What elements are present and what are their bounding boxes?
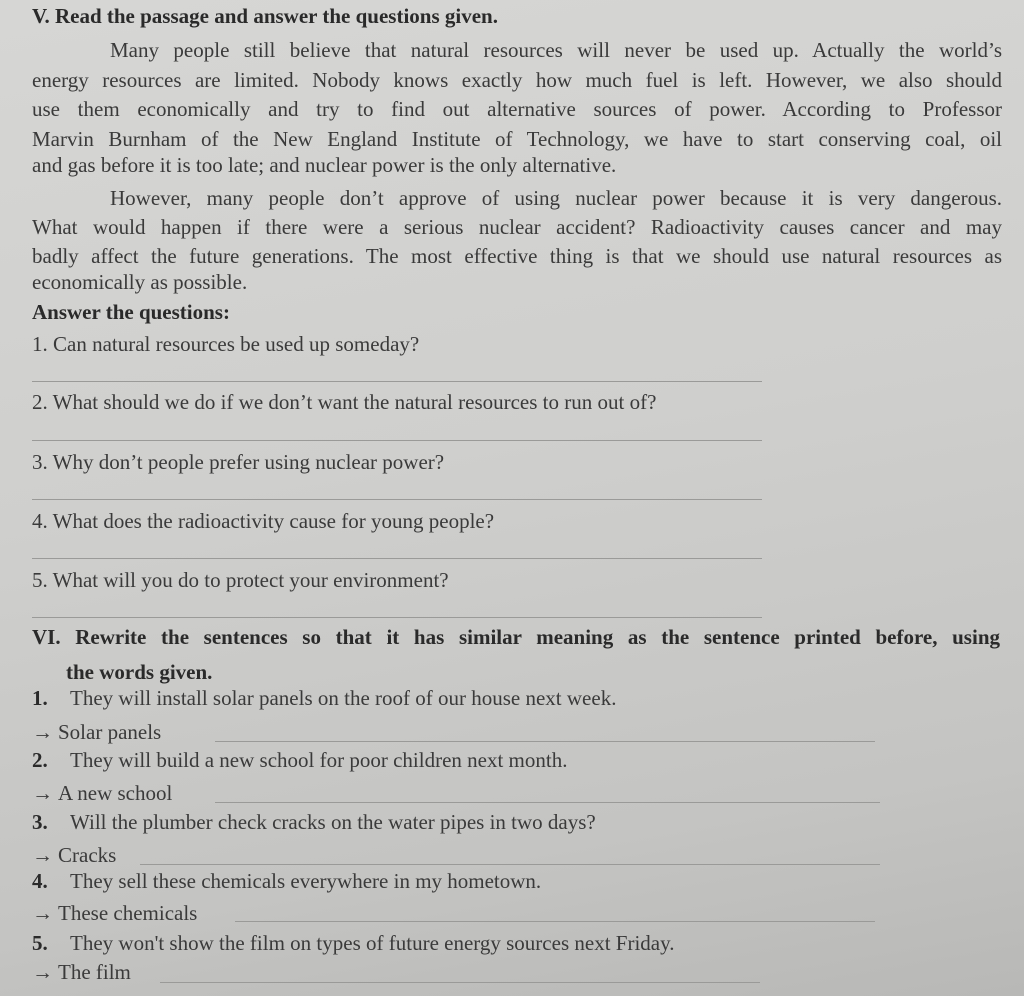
item-sentence: Will the plumber check cracks on the water pipes in two days? [70,810,596,834]
answer-line-2[interactable] [32,440,762,441]
answer-starter: These chemicals [58,901,198,925]
question-2: 2. What should we do if we don’t want the natural resources to run out of? [32,390,657,414]
rewrite-item-2 [32,750,567,771]
rewrite-item-3 [32,812,596,833]
answer-line-3[interactable] [32,499,762,500]
rewrite-line-3[interactable] [140,864,880,865]
answer-line-5[interactable] [32,617,762,618]
passage-line: Many people still believe that natural resources will never be used up. Actually the world’s [110,38,1002,62]
item-sentence: They will install solar panels on the roof of our house next week. [70,686,617,710]
item-number: 5. [32,931,48,955]
rewrite-answer-1 [32,722,161,743]
question-5: 5. What will you do to protect your environment? [32,568,449,592]
arrow-icon: → [32,960,53,984]
passage-line: and gas before it is too late; and nuclear power is the only alternative. [32,153,617,177]
question-1: 1. Can natural resources be used up someday? [32,332,420,356]
section-5-heading: V. Read the passage and answer the questions given. [32,4,498,28]
answer-line-4[interactable] [32,558,762,559]
item-number: 3. [32,810,48,834]
answer-starter: The film [58,960,131,984]
passage-line: Marvin Burnham of the New England Institute of Technology, we have to start conserving coal, oil [32,127,1002,151]
answer-starter: Solar panels [58,720,162,744]
passage-line: economically as possible. [32,270,248,294]
arrow-icon: → [32,901,53,925]
passage-line: use them economically and try to find out alternative sources of power. According to Professor [32,97,1002,121]
rewrite-line-4[interactable] [235,921,875,922]
item-number: 1. [32,686,48,710]
rewrite-line-1[interactable] [215,741,875,742]
rewrite-item-5 [32,933,675,954]
passage-line: badly affect the future generations. The most effective thing is that we should use natural resources as [32,244,1002,268]
arrow-icon: → [32,720,53,744]
answer-starter: Cracks [58,843,117,867]
passage-line: energy resources are limited. Nobody knows exactly how much fuel is left. However, we also should [32,68,1002,92]
answer-line-1[interactable] [32,381,762,382]
rewrite-answer-4 [32,903,197,924]
section-6-heading: VI. Rewrite the sentences so that it has similar meaning as the sentence printed before, using [32,625,1000,649]
rewrite-line-5[interactable] [160,982,760,983]
rewrite-item-4 [32,871,541,892]
rewrite-answer-5 [32,962,131,983]
rewrite-line-2[interactable] [215,802,880,803]
question-3: 3. Why don’t people prefer using nuclear power? [32,450,445,474]
item-sentence: They won't show the film on types of future energy sources next Friday. [70,931,675,955]
section-6-heading-cont: the words given. [66,660,213,684]
arrow-icon: → [32,843,53,867]
answer-starter: A new school [58,781,173,805]
rewrite-answer-3 [32,845,116,866]
rewrite-answer-2 [32,783,172,804]
answer-heading: Answer the questions: [32,300,230,324]
item-sentence: They sell these chemicals everywhere in my hometown. [70,869,542,893]
arrow-icon: → [32,781,53,805]
rewrite-item-1 [32,688,616,709]
item-sentence: They will build a new school for poor children next month. [70,748,568,772]
passage-line: What would happen if there were a serious nuclear accident? Radioactivity causes cancer and may [32,215,1002,239]
question-4: 4. What does the radioactivity cause for young people? [32,509,495,533]
passage-line: However, many people don’t approve of using nuclear power because it is very dangerous. [110,186,1002,210]
item-number: 4. [32,869,48,893]
item-number: 2. [32,748,48,772]
